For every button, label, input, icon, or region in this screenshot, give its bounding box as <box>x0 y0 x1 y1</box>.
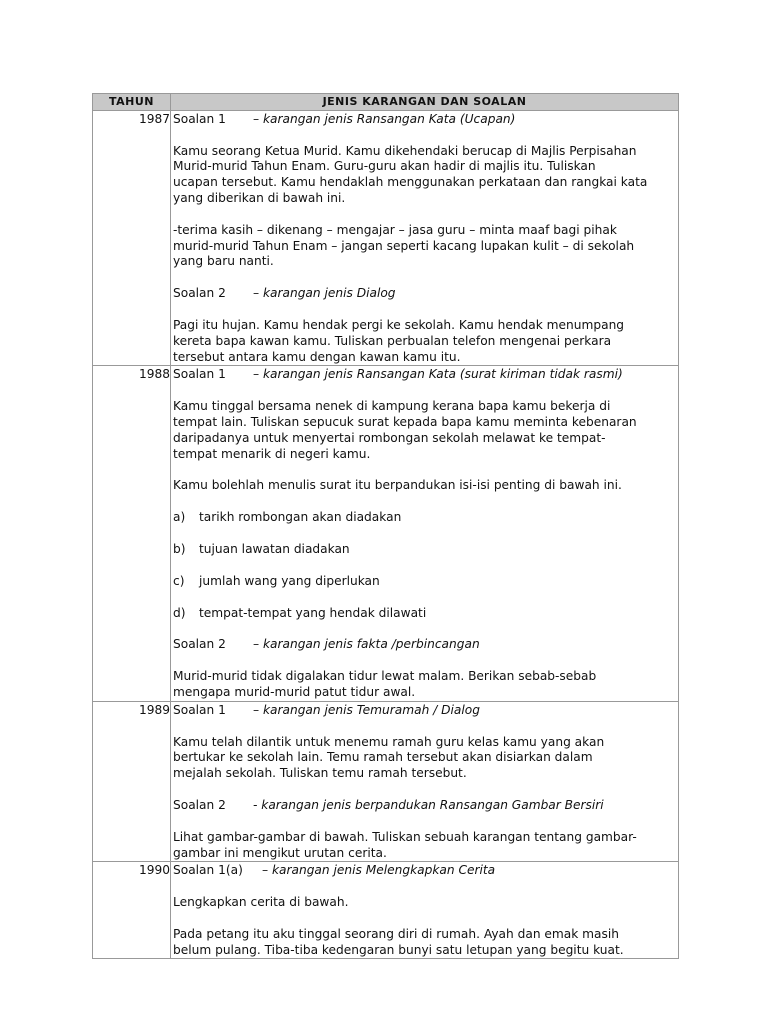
question-label: Soalan 1 <box>173 367 226 382</box>
text-line: bertukar ke sekolah lain. Temu ramah tersebut akan disiarkan dalam <box>173 750 593 765</box>
text-line: Kamu bolehlah menulis surat itu berpandukan isi-isi penting di bawah ini. <box>173 478 622 493</box>
question-text <box>173 144 678 207</box>
question-label: Soalan 1(a) <box>173 863 243 878</box>
text-line: Kamu tinggal bersama nenek di kampung kerana bapa kamu bekerja di <box>173 399 611 414</box>
spacer <box>173 782 678 798</box>
question-text <box>173 478 678 494</box>
spacer <box>173 302 678 318</box>
spacer <box>173 653 678 669</box>
list-item <box>173 510 678 526</box>
question-text <box>173 223 678 270</box>
list-marker: b) <box>173 541 186 556</box>
text-line: Pagi itu hujan. Kamu hendak pergi ke sekolah. Kamu hendak menumpang <box>173 317 625 332</box>
spacer <box>173 879 678 895</box>
question-cell <box>171 701 679 862</box>
spacer <box>173 719 678 735</box>
spacer <box>173 590 678 606</box>
question-text <box>173 669 678 701</box>
question-cell <box>171 110 679 366</box>
question-cell <box>171 366 679 701</box>
question-text <box>173 927 678 959</box>
text-line: mengapa murid-murid patut tidur awal. <box>173 684 416 699</box>
question-type: – karangan jenis Ransangan Kata (Ucapan) <box>253 111 516 126</box>
spacer <box>173 494 678 510</box>
text-line: yang diberikan di bawah ini. <box>173 190 346 205</box>
question-label: Soalan 2 <box>173 637 226 652</box>
question-type: – karangan jenis fakta /perbincangan <box>253 637 480 652</box>
header-row <box>93 94 679 111</box>
question-text <box>173 399 678 462</box>
question-cell <box>171 862 679 959</box>
list-item <box>173 574 678 590</box>
text-line: tempat lain. Tuliskan sepucuk surat kepada bapa kamu meminta kebenaran <box>173 414 637 429</box>
question-label: Soalan 1 <box>173 702 226 717</box>
table-row <box>93 110 679 366</box>
text-line: yang baru nanti. <box>173 254 274 269</box>
list-item <box>173 542 678 558</box>
table-row <box>93 366 679 701</box>
header-year: TAHUN <box>93 94 171 111</box>
list-text: tempat-tempat yang hendak dilawati <box>199 605 427 620</box>
list-text: jumlah wang yang diperlukan <box>199 573 380 588</box>
question-type: – karangan jenis Ransangan Kata (surat kiriman tidak rasmi) <box>253 367 623 382</box>
text-line: belum pulang. Tiba-tiba kedengaran bunyi satu letupan yang begitu kuat. <box>173 942 624 957</box>
spacer <box>173 383 678 399</box>
text-line: Murid-murid Tahun Enam. Guru-guru akan hadir di majlis itu. Tuliskan <box>173 159 596 174</box>
question-heading <box>173 798 678 814</box>
question-heading <box>173 637 678 653</box>
question-text <box>173 830 678 862</box>
question-type: – karangan jenis Dialog <box>253 286 396 301</box>
text-line: Murid-murid tidak digalakan tidur lewat malam. Berikan sebab-sebab <box>173 669 597 684</box>
question-text <box>173 318 678 365</box>
spacer <box>173 462 678 478</box>
text-line: gambar ini mengikut urutan cerita. <box>173 845 387 860</box>
question-heading <box>173 286 678 302</box>
year-cell: 1990 <box>93 862 171 959</box>
question-heading <box>173 367 678 383</box>
header-type: JENIS KARANGAN DAN SOALAN <box>171 94 679 111</box>
text-line: Pada petang itu aku tinggal seorang diri di rumah. Ayah dan emak masih <box>173 926 619 941</box>
text-line: tersebut antara kamu dengan kawan kamu itu. <box>173 349 461 364</box>
question-label: Soalan 2 <box>173 286 226 301</box>
spacer <box>173 558 678 574</box>
list-text: tujuan lawatan diadakan <box>199 541 350 556</box>
table-row <box>93 701 679 862</box>
spacer <box>173 270 678 286</box>
text-line: ucapan tersebut. Kamu hendaklah menggunakan perkataan dan rangkai kata <box>173 175 648 190</box>
question-text <box>173 895 678 911</box>
list-marker: a) <box>173 510 186 525</box>
question-type: – karangan jenis Melengkapkan Cerita <box>262 863 496 878</box>
text-line: tempat menarik di negeri kamu. <box>173 446 371 461</box>
question-type: - karangan jenis berpandukan Ransangan Gambar Bersiri <box>253 797 604 812</box>
text-line: kereta bapa kawan kamu. Tuliskan perbualan telefon mengenai perkara <box>173 333 612 348</box>
list-marker: c) <box>173 573 185 588</box>
spacer <box>173 526 678 542</box>
question-heading <box>173 863 678 879</box>
spacer <box>173 814 678 830</box>
spacer <box>173 207 678 223</box>
text-line: Kamu seorang Ketua Murid. Kamu dikehendaki berucap di Majlis Perpisahan <box>173 143 637 158</box>
text-line: -terima kasih – dikenang – mengajar – jasa guru – minta maaf bagi pihak <box>173 222 617 237</box>
question-heading <box>173 112 678 128</box>
text-line: murid-murid Tahun Enam – jangan seperti kacang lupakan kulit – di sekolah <box>173 238 635 253</box>
text-line: Lengkapkan cerita di bawah. <box>173 895 349 910</box>
question-heading <box>173 703 678 719</box>
table-row <box>93 862 679 959</box>
list-text: tarikh rombongan akan diadakan <box>199 510 402 525</box>
spacer <box>173 128 678 144</box>
exam-table <box>92 93 679 959</box>
question-text <box>173 735 678 782</box>
text-line: Kamu telah dilantik untuk menemu ramah guru kelas kamu yang akan <box>173 734 605 749</box>
text-line: mejalah sekolah. Tuliskan temu ramah tersebut. <box>173 766 467 781</box>
spacer <box>173 911 678 927</box>
year-cell: 1989 <box>93 701 171 862</box>
list-item <box>173 606 678 622</box>
question-label: Soalan 2 <box>173 797 226 812</box>
list-marker: d) <box>173 605 186 620</box>
question-type: – karangan jenis Temuramah / Dialog <box>253 702 480 717</box>
text-line: Lihat gambar-gambar di bawah. Tuliskan sebuah karangan tentang gambar- <box>173 829 637 844</box>
spacer <box>173 621 678 637</box>
question-label: Soalan 1 <box>173 111 226 126</box>
year-cell: 1987 <box>93 110 171 366</box>
year-cell: 1988 <box>93 366 171 701</box>
text-line: daripadanya untuk menyertai rombongan sekolah melawat ke tempat- <box>173 430 606 445</box>
